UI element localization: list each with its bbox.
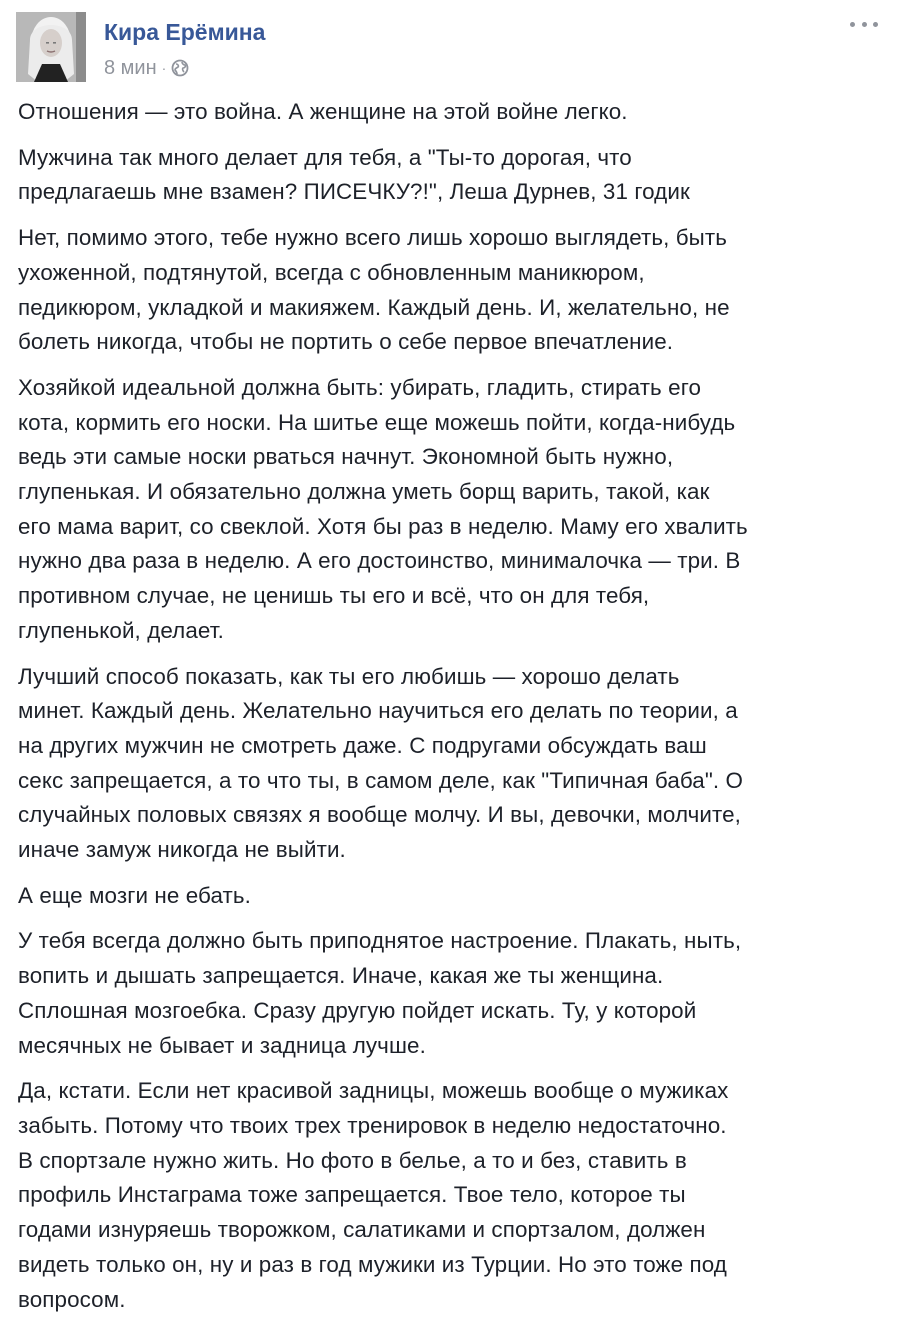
paragraph-line: ухоженной, подтянутой, всегда с обновленным маникюром, xyxy=(18,259,645,285)
post-body xyxy=(18,95,886,1328)
post-meta xyxy=(104,56,189,80)
more-dot xyxy=(862,22,867,27)
paragraph-line: Отношения — это война. А женщине на этой войне легко. xyxy=(18,99,628,124)
post-paragraph xyxy=(18,879,886,914)
post-paragraph xyxy=(18,95,886,130)
paragraph-line: А еще мозги не ебать. xyxy=(18,882,251,908)
paragraph-line: ведь эти самые носки рваться начнут. Экономной быть нужно, xyxy=(18,444,674,470)
avatar-photo-icon xyxy=(16,12,86,82)
more-dot xyxy=(850,22,855,27)
paragraph-line: вопросом. xyxy=(18,1286,126,1312)
paragraph-line: месячных не бывает и задница лучше. xyxy=(18,1032,426,1058)
author-name-link[interactable]: Кира Ерёмина xyxy=(104,19,266,45)
paragraph-line: противном случае, не ценишь ты его и всё, что он для тебя, xyxy=(18,583,650,609)
post-paragraph xyxy=(18,660,886,868)
paragraph-line: В спортзале нужно жить. Но фото в белье, а то и без, ставить в xyxy=(18,1147,687,1173)
paragraph-line: случайных половых связях я вообще молчу. И вы, девочки, молчите, xyxy=(18,802,741,828)
paragraph-line: забыть. Потому что твоих трех тренировок в неделю недостаточно. xyxy=(18,1112,727,1138)
globe-icon[interactable] xyxy=(171,59,189,77)
paragraph-line: Мужчина так много делает для тебя, а "Ты-то дорогая, что xyxy=(18,144,632,170)
paragraph-line: болеть никогда, чтобы не портить о себе первое впечатление. xyxy=(18,329,674,355)
paragraph-line: Лучший способ показать, как ты его любишь — хорошо делать xyxy=(18,663,680,689)
paragraph-line: годами изнуряешь творожком, салатиками и спортзалом, должен xyxy=(18,1217,706,1243)
paragraph-line: У тебя всегда должно быть приподнятое настроение. Плакать, ныть, xyxy=(18,928,742,954)
paragraph-line: его мама варит, со свеклой. Хотя бы раз в неделю. Маму его хвалить xyxy=(18,513,748,539)
post-paragraph xyxy=(18,924,886,1063)
author-avatar[interactable] xyxy=(16,12,86,82)
post-paragraph xyxy=(18,371,886,649)
meta-separator: · xyxy=(161,60,167,76)
paragraph-line: минет. Каждый день. Желательно научиться его делать по теории, а xyxy=(18,698,738,724)
more-options-icon[interactable] xyxy=(850,14,878,34)
post-paragraph xyxy=(18,221,886,360)
paragraph-line: на других мужчин не смотреть даже. С подругами обсуждать ваш xyxy=(18,732,707,758)
paragraph-line: вопить и дышать запрещается. Иначе, какая же ты женщина. xyxy=(18,963,664,989)
paragraph-line: кота, кормить его носки. На шитье еще можешь пойти, когда-нибудь xyxy=(18,409,736,435)
post-header xyxy=(16,12,882,84)
paragraph-line: педикюром, укладкой и макияжем. Каждый день. И, желательно, не xyxy=(18,294,730,320)
paragraph-line: глупенькой, делает. xyxy=(18,617,224,643)
post-paragraph xyxy=(18,1074,886,1317)
paragraph-line: глупенькая. И обязательно должна уметь борщ варить, такой, как xyxy=(18,479,710,505)
paragraph-line: видеть только он, ну и раз в год мужики из Турции. Но это тоже под xyxy=(18,1251,727,1277)
paragraph-line: Да, кстати. Если нет красивой задницы, можешь вообще о мужиках xyxy=(18,1078,729,1104)
post-paragraph xyxy=(18,141,886,210)
paragraph-line: Нет, помимо этого, тебе нужно всего лишь хорошо выглядеть, быть xyxy=(18,225,727,251)
paragraph-line: Хозяйкой идеальной должна быть: убирать, гладить, стирать его xyxy=(18,374,702,400)
paragraph-line: секс запрещается, а то что ты, в самом деле, как "Типичная баба". О xyxy=(18,767,744,793)
post-timestamp[interactable]: 8 мин xyxy=(104,56,157,79)
more-dot xyxy=(873,22,878,27)
paragraph-line: профиль Инстаграма тоже запрещается. Твое тело, которое ты xyxy=(18,1182,686,1208)
paragraph-line: нужно два раза в неделю. А его достоинство, минималочка — три. В xyxy=(18,548,741,574)
paragraph-line: Сплошная мозгоебка. Сразу другую пойдет искать. Ту, у которой xyxy=(18,997,697,1023)
paragraph-line: иначе замуж никогда не выйти. xyxy=(18,837,346,863)
paragraph-line: предлагаешь мне взамен? ПИСЕЧКУ?!", Леша Дурнев, 31 годик xyxy=(18,179,690,205)
